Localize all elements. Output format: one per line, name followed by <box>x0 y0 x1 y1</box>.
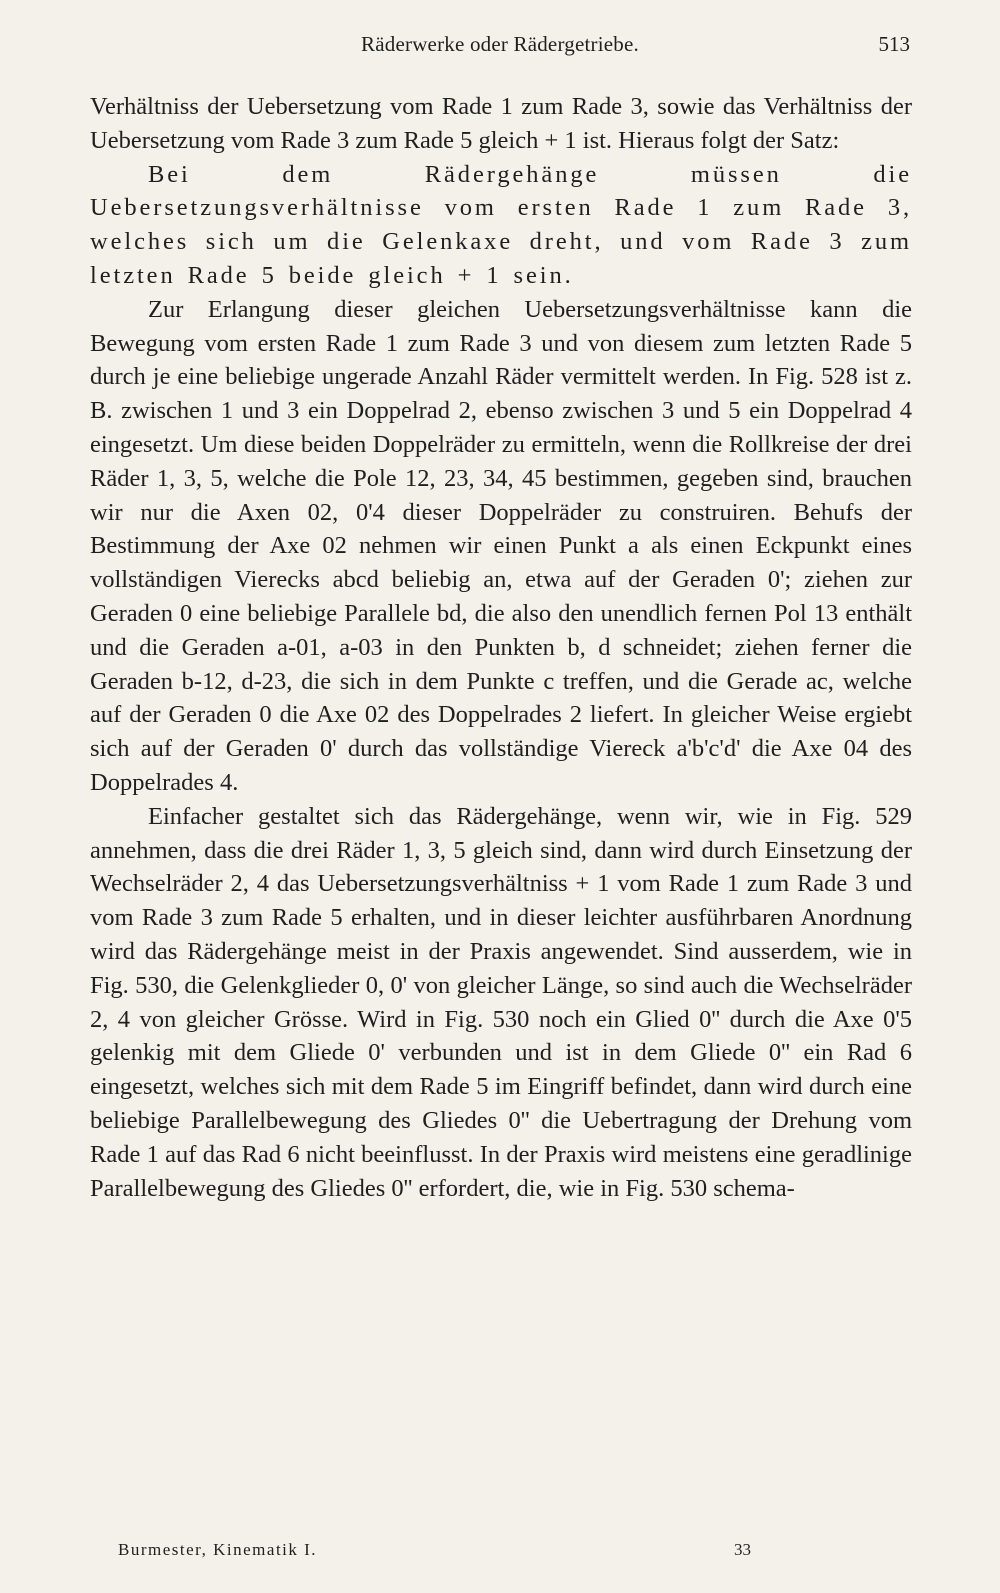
theorem-paragraph: Bei dem Rädergehänge müssen die Uebersetzungsverhältnisse vom ersten Rade 1 zum Rade 3, welches sich um die Gelenkaxe dreht, und vom Rade 3 zum letzten Rade 5 beide gleich + 1 sein. <box>90 160 912 289</box>
page-number: 513 <box>878 32 910 56</box>
page-footer <box>118 1540 768 1564</box>
page-body <box>90 90 912 1205</box>
running-title: Räderwerke oder Rädergetriebe. <box>361 32 639 56</box>
footer-author: Burmester, Kinematik I. <box>118 1540 318 1559</box>
sheet-signature: 33 <box>734 1540 751 1559</box>
paragraph: Einfacher gestaltet sich das Rädergehänge, wenn wir, wie in Fig. 529 annehmen, dass die drei Räder 1, 3, 5 gleich sind, dann wird durch Einsetzung der Wechselräder 2, 4 das Uebersetzungsverhältniss + 1 vom Rade 1 zum Rade 3 und vom Rade 3 zum Rade 5 erhalten, und in dieser leichter ausführbaren Anordnung wird das Rädergehänge meist in der Praxis angewendet. Sind ausserdem, wie in Fig. 530, die Gelenkglieder 0, 0' von gleicher Länge, so sind auch die Wechselräder 2, 4 von gleicher Grösse. Wird in Fig. 530 noch ein Glied 0'' durch die Axe 0'5 gelenkig mit dem Gliede 0' verbunden und ist in dem Gliede 0'' ein Rad 6 eingesetzt, welches sich mit dem Rade 5 im Eingriff befindet, dann wird durch eine beliebige Parallelbewegung des Gliedes 0'' die Uebertragung der Drehung vom Rade 1 auf das Rad 6 nicht beeinflusst. In der Praxis wird meistens eine geradlinige Parallelbewegung des Gliedes 0'' erfordert, die, wie in Fig. 530 schema- <box>90 802 912 1202</box>
running-header <box>90 32 910 64</box>
paragraph-continuation: Verhältniss der Uebersetzung vom Rade 1 zum Rade 3, sowie das Verhältniss der Uebersetzung vom Rade 3 zum Rade 5 gleich + 1 ist. Hieraus folgt der Satz: <box>90 93 912 154</box>
paragraph: Zur Erlangung dieser gleichen Uebersetzungsverhältnisse kann die Bewegung vom ersten Rade 1 zum Rade 3 und von diesem zum letzten Rade 5 durch je eine beliebige ungerade Anzahl Räder vermittelt werden. In Fig. 528 ist z. B. zwischen 1 und 3 ein Doppelrad 2, ebenso zwischen 3 und 5 ein Doppelrad 4 eingesetzt. Um diese beiden Doppelräder zu ermitteln, wenn die Rollkreise der drei Räder 1, 3, 5, welche die Pole 12, 23, 34, 45 bestimmen, gegeben sind, brauchen wir nur die Axen 02, 0'4 dieser Doppelräder zu construiren. Behufs der Bestimmung der Axe 02 nehmen wir einen Punkt a als einen Eckpunkt eines vollständigen Vierecks abcd beliebig an, etwa auf der Geraden 0'; ziehen zur Geraden 0 eine beliebige Parallele bd, die also den unendlich fernen Pol 13 enthält und die Geraden a-01, a-03 in den Punkten b, d schneidet; ziehen ferner die Geraden b-12, d-23, die sich in dem Punkte c treffen, und die Gerade ac, welche auf der Geraden 0 die Axe 02 des Doppelrades 2 liefert. In gleicher Weise ergiebt sich auf der Geraden 0' durch das vollständige Viereck a'b'c'd' die Axe 04 des Doppelrades 4. <box>90 295 912 796</box>
